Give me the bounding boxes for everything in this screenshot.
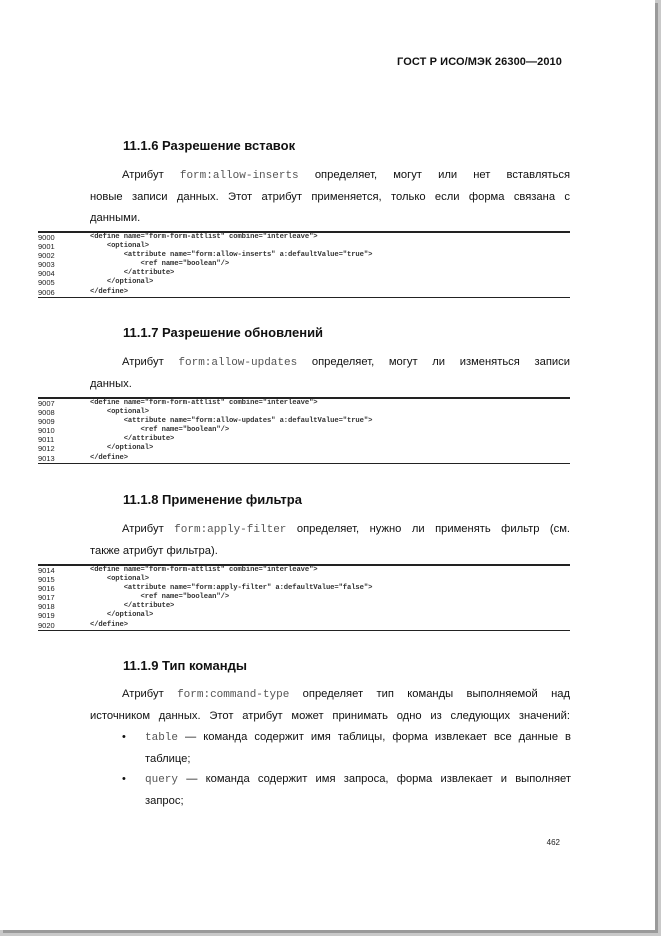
code-text: </optional> [90,444,154,453]
inline-code: form:allow-inserts [179,170,299,182]
code-text: <attribute name="form:allow-updates" a:defaultValue="true"> [90,417,373,426]
code-text: </define> [90,287,128,296]
code-line [38,602,570,611]
paragraph-line: новые записи данных. Этот атрибут применяется, только если форма связана с [90,191,570,203]
line-number: 9013 [38,453,55,463]
line-number: 9015 [38,575,55,585]
code-text: <optional> [90,408,149,417]
paragraph-text: Атрибут [122,523,164,535]
bullet-icon: • [122,731,126,743]
code-line [38,251,570,260]
code-line [38,417,570,426]
inline-code: query [145,774,179,786]
section-heading-11-1-7: 11.1.7 Разрешение обновлений [123,325,324,340]
line-number: 9004 [38,269,55,279]
line-number: 9000 [38,233,55,242]
line-number: 9002 [38,251,55,261]
line-number: 9008 [38,408,55,418]
code-text: <attribute name="form:allow-inserts" a:defaultValue="true"> [90,251,373,260]
section-heading-11-1-8: 11.1.8 Применение фильтра [123,492,302,507]
section-heading-11-1-9: 11.1.9 Тип команды [123,658,247,673]
code-block-9014 [38,564,570,631]
code-text: </define> [90,453,128,462]
code-text: </attribute> [90,269,175,278]
list-item-line: запрос; [145,795,184,807]
code-text: </attribute> [90,435,175,444]
line-number: 9007 [38,399,55,408]
code-line [38,278,570,287]
paragraph-line: данными. [90,212,141,224]
section-paragraph-11-1-6 [90,165,570,229]
code-line [38,426,570,435]
code-block-9000 [38,231,570,298]
inline-code: form:allow-updates [178,357,298,369]
line-number: 9018 [38,602,55,612]
code-line [38,611,570,620]
code-line [38,408,570,417]
line-number: 9020 [38,620,55,630]
code-text: <ref name="boolean"/> [90,426,230,435]
paragraph-text: Атрибут [122,169,164,181]
paragraph-text: определяет, могут или нет вставляться [314,169,571,181]
code-text: <define name="form-form-attlist" combine="interleave"> [90,566,318,574]
line-number: 9016 [38,584,55,594]
bullet-icon: • [122,773,126,785]
inline-code: table [145,732,179,744]
code-line [38,566,570,575]
code-line [38,260,570,269]
list-item-text-part: — команда содержит имя запроса, форма извлекает и выполняет [186,773,571,785]
line-number: 9012 [38,444,55,454]
list-item-text [145,727,571,770]
paragraph-line: также атрибут фильтра). [90,545,218,557]
section-heading-11-1-6: 11.1.6 Разрешение вставок [123,138,296,153]
paragraph-line [90,684,570,706]
paragraph-text: определяет, нужно ли применять фильтр (см. [296,523,571,535]
paragraph-line [90,519,570,541]
line-number: 9009 [38,417,55,427]
paragraph-text: Атрибут [122,356,164,368]
line-number: 9010 [38,426,55,436]
code-text: </optional> [90,278,154,287]
code-text: <optional> [90,242,149,251]
section-paragraph-11-1-8 [90,519,570,562]
list-item-line [145,727,571,749]
code-line [38,444,570,453]
code-line [38,454,570,463]
line-number: 9011 [38,435,55,445]
line-number: 9003 [38,260,55,270]
list-item-text-part: — команда содержит имя таблицы, форма извлекает все данные в [185,731,572,743]
paragraph-text: Атрибут [122,688,164,700]
paragraph-line: источником данных. Этот атрибут может принимать одно из следующих значений: [90,710,570,722]
code-line [38,575,570,584]
line-number: 9017 [38,593,55,603]
code-line [38,399,570,408]
paragraph-line [90,352,570,374]
paragraph-line: данных. [90,378,132,390]
code-line [38,233,570,242]
inline-code: form:apply-filter [174,524,287,536]
code-text: <attribute name="form:apply-filter" a:defaultValue="false"> [90,584,373,593]
inline-code: form:command-type [177,689,290,701]
code-line [38,593,570,602]
code-text: </optional> [90,611,154,620]
code-text: <optional> [90,575,149,584]
code-text: </attribute> [90,602,175,611]
code-line [38,584,570,593]
paragraph-text: определяет, могут ли изменяться записи [311,356,571,368]
line-number: 9019 [38,611,55,621]
line-number: 9005 [38,278,55,288]
paragraph-line [90,165,570,187]
line-number: 9001 [38,242,55,252]
list-item-line: таблице; [145,753,191,765]
code-line [38,435,570,444]
code-text: </define> [90,620,128,629]
page-number: 462 [546,838,560,847]
code-text: <ref name="boolean"/> [90,593,230,602]
code-line [38,242,570,251]
list-item-text [145,769,571,812]
code-line [38,288,570,297]
list-item-line [145,769,571,791]
code-line [38,621,570,630]
code-block-9007 [38,397,570,464]
code-line [38,269,570,278]
code-text: <ref name="boolean"/> [90,260,230,269]
page-header: ГОСТ Р ИСО/МЭК 26300—2010 [397,56,562,68]
line-number: 9006 [38,287,55,297]
paragraph-text: определяет тип команды выполняемой над [302,688,571,700]
section-paragraph-11-1-7 [90,352,570,395]
code-text: <define name="form-form-attlist" combine="interleave"> [90,233,318,241]
section-paragraph-11-1-9 [90,684,570,727]
code-text: <define name="form-form-attlist" combine="interleave"> [90,399,318,407]
line-number: 9014 [38,566,55,575]
